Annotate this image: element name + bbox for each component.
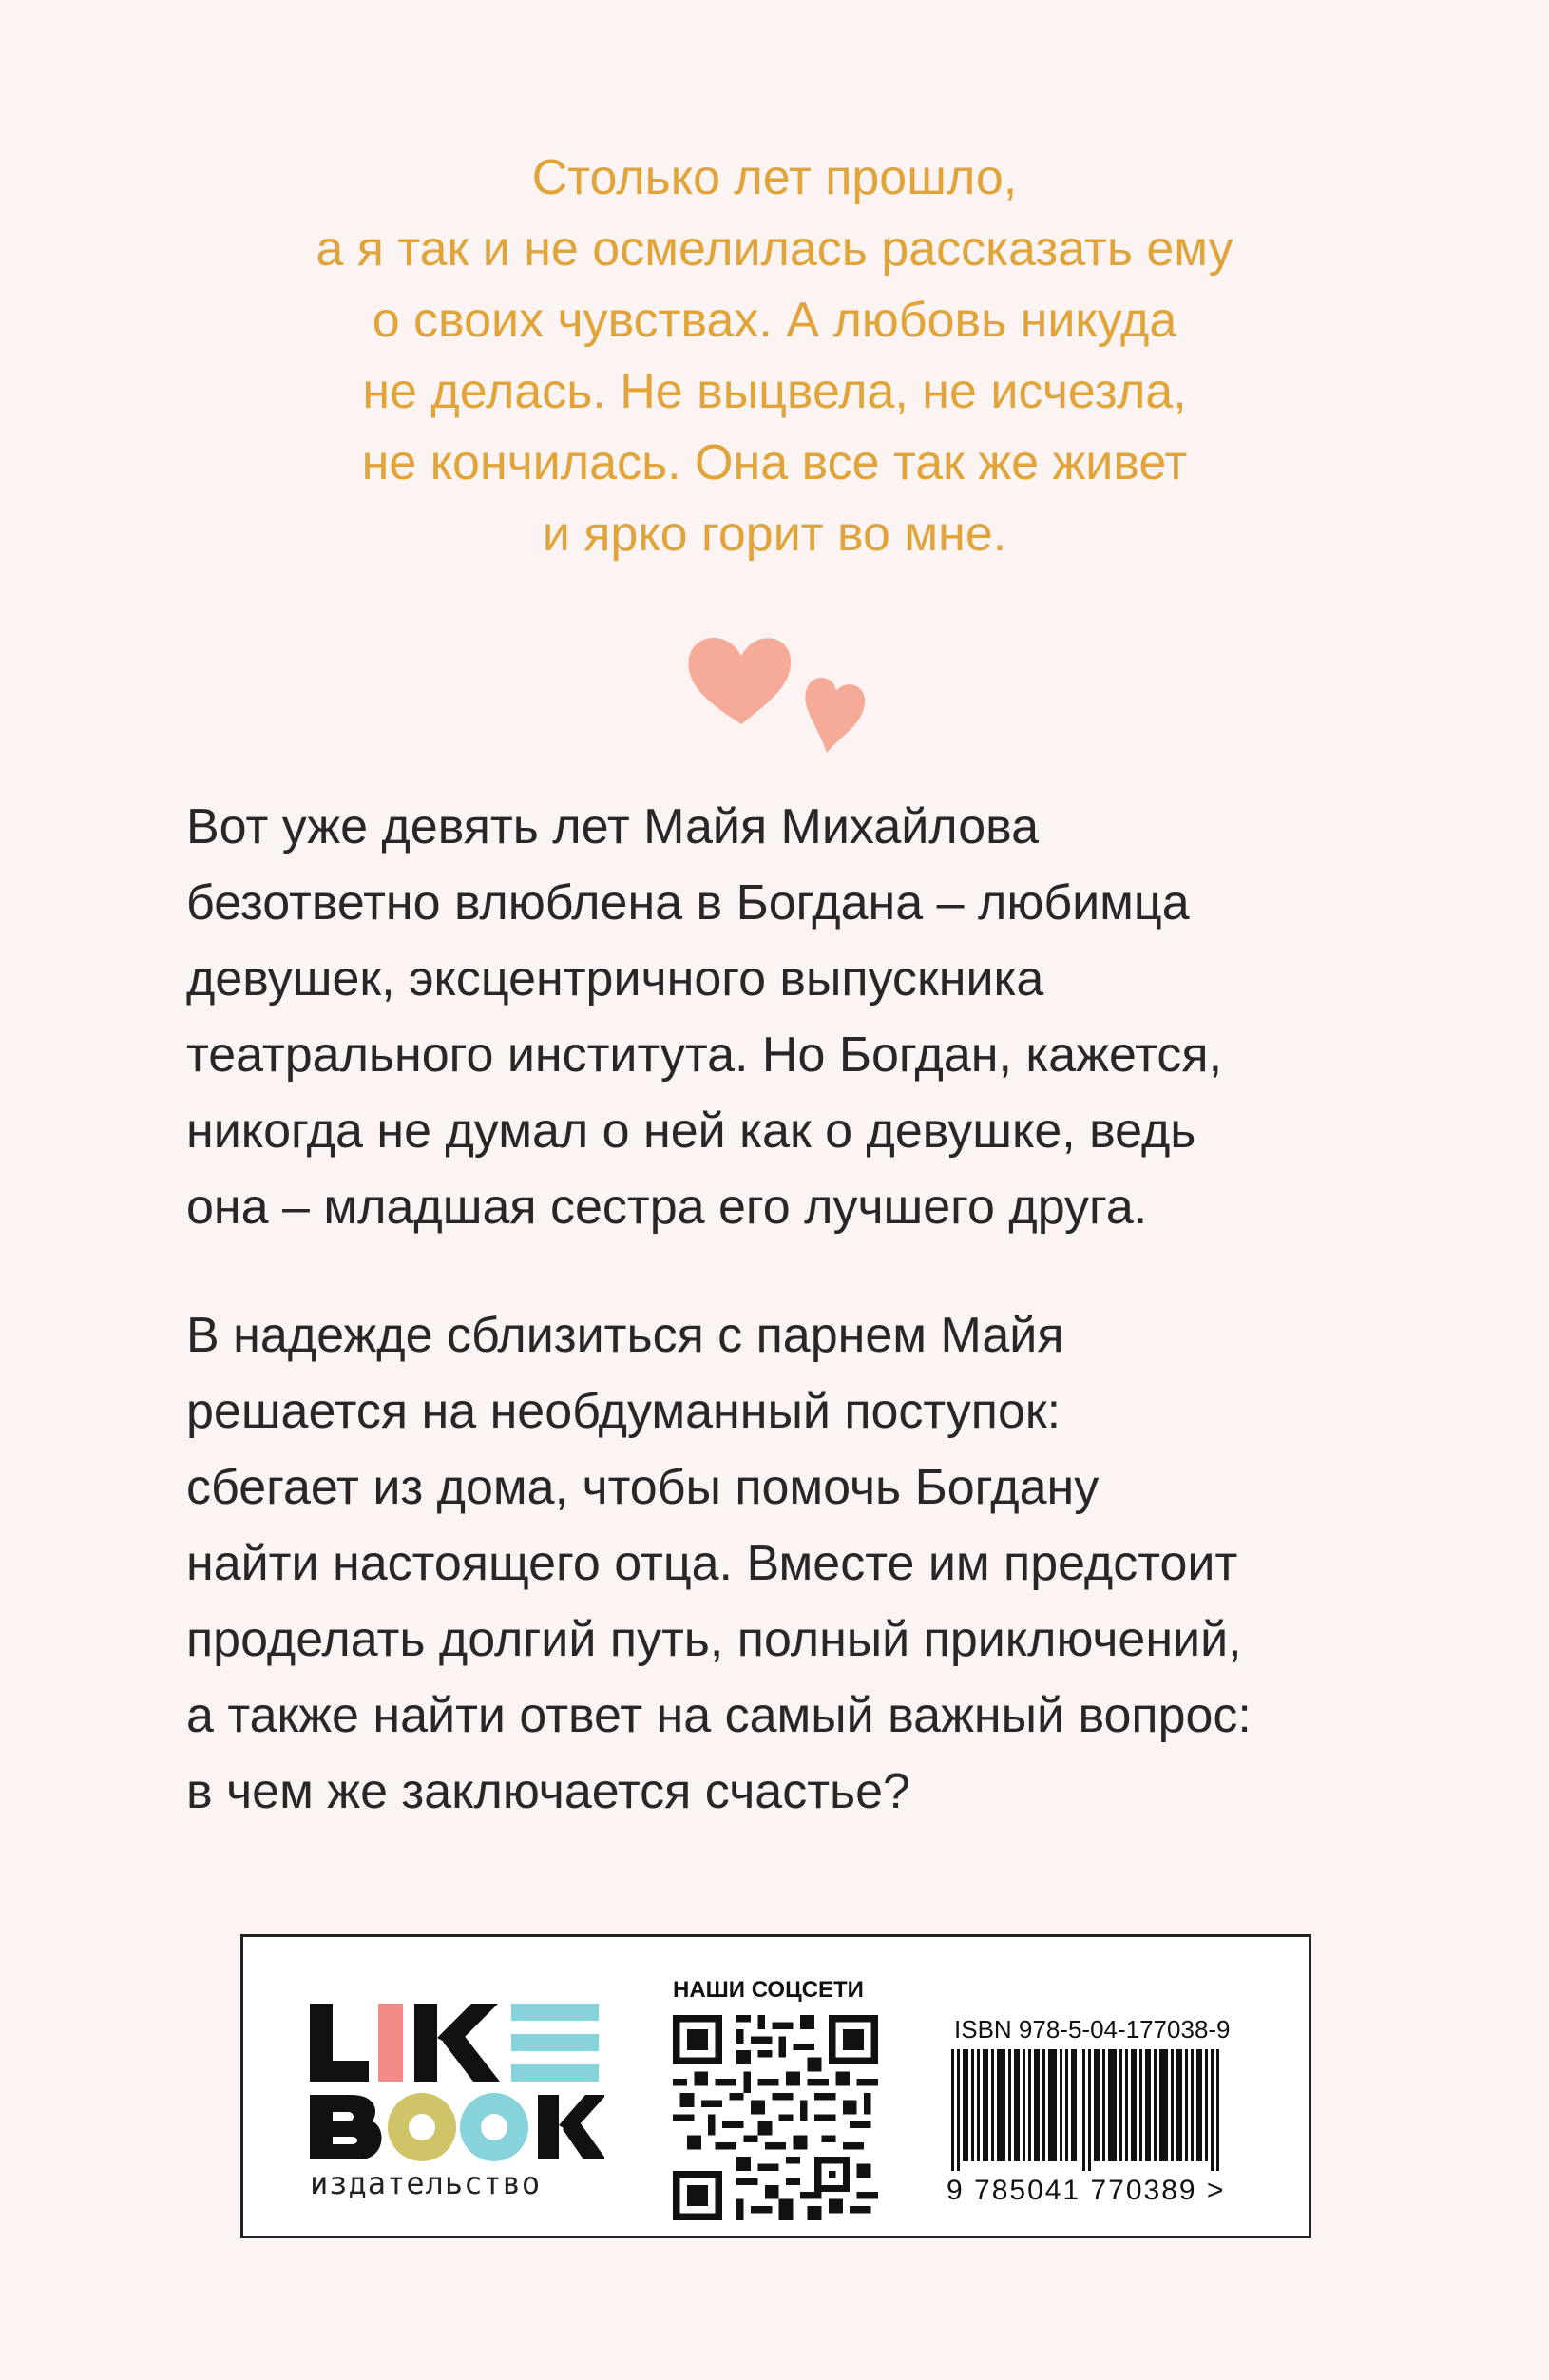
- text-line: театрального института. Но Богдан, кажется,: [186, 1027, 1223, 1083]
- social-title: НАШИ СОЦСЕТИ: [673, 1977, 864, 2003]
- text-line: девушек, эксцентричного выпускника: [186, 951, 1044, 1007]
- description-paragraph-2: [186, 1297, 1384, 1830]
- quote-line: не делась. Не выцвела, не исчезла,: [362, 364, 1187, 419]
- publisher-subtitle: издательство: [310, 2165, 542, 2201]
- text-line: безответно влюблена в Богдана – любимца: [186, 875, 1190, 931]
- text-line: В надежде сблизиться с парнем Майя: [186, 1308, 1064, 1363]
- publisher-logo: [310, 2004, 604, 2175]
- text-line: в чем же заключается счастье?: [186, 1764, 910, 1819]
- hearts-icon: [684, 629, 884, 762]
- barcode-icon: [951, 2049, 1236, 2171]
- quote-line: и ярко горит во мне.: [542, 507, 1007, 562]
- publisher-info-box: [240, 1934, 1311, 2238]
- heart-left-icon: [688, 638, 791, 724]
- quote-line: а я так и не осмелилась рассказать ему: [316, 221, 1233, 277]
- text-line: она – младшая сестра его лучшего друга.: [186, 1180, 1148, 1235]
- heart-right-icon: [805, 678, 865, 753]
- quote-block: [0, 143, 1549, 570]
- barcode-digits: 9 785041 770389 >: [947, 2175, 1226, 2206]
- quote-line: о своих чувствах. А любовь никуда: [372, 293, 1177, 348]
- text-line: проделать долгий путь, полный приключений,: [186, 1612, 1242, 1667]
- text-line: решается на необдуманный поступок:: [186, 1384, 1061, 1439]
- text-line: а также найти ответ на самый важный вопрос:: [186, 1688, 1252, 1743]
- isbn-label: ISBN 978-5-04-177038-9: [954, 2015, 1231, 2044]
- description-paragraph-1: [186, 789, 1384, 1245]
- quote-line: Столько лет прошло,: [531, 150, 1018, 205]
- text-line: сбегает из дома, чтобы помочь Богдану: [186, 1460, 1100, 1515]
- quote-line: не кончилась. Она все так же живет: [361, 435, 1188, 490]
- text-line: найти настоящего отца. Вместе им предстоит: [186, 1536, 1238, 1591]
- qr-code-icon[interactable]: [673, 2015, 878, 2220]
- text-line: Вот уже девять лет Майя Михайлова: [186, 799, 1040, 854]
- text-line: никогда не думал о ней как о девушке, ведь: [186, 1104, 1196, 1159]
